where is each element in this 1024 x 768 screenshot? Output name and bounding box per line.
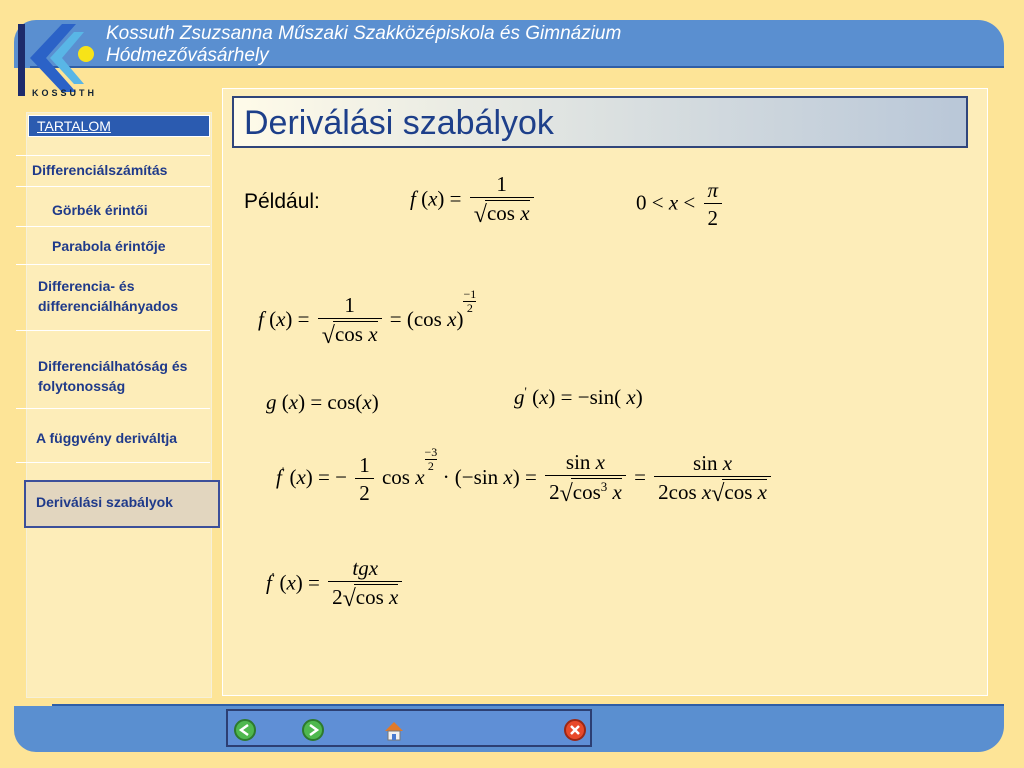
navigation-toolbar [226, 709, 592, 747]
formula-power-form: f (x) = $\frac{1}{\text{√cos x}}$ = (cos x) $\frac{-1}{2}$ [258, 287, 477, 349]
slide-title-box [232, 96, 968, 148]
formula-g-derivative: g' (x) = −sin( x) [514, 384, 643, 409]
sidebar-item-fuggveny-derivaltja[interactable]: A függvény deriváltja [36, 430, 178, 446]
example-label: Például: [244, 190, 320, 213]
sidebar-separator [16, 155, 210, 156]
arrow-left-icon [236, 721, 254, 739]
sidebar-separator [16, 330, 210, 331]
formula-g: g (x) = cos(x) [266, 390, 379, 414]
home-icon [382, 719, 406, 743]
forward-button[interactable] [302, 719, 324, 741]
formula-domain: 0 < x < $\frac{\pi}{2}$ [636, 178, 725, 231]
formula-result: f' (x) = $\frac{\text{tgx}}{\text{2√cos x}}$ [266, 556, 405, 613]
exit-button[interactable] [564, 719, 586, 741]
sidebar-item-differencia-hanyados[interactable]: Differencia- és differenciálhányados [38, 278, 179, 314]
sidebar-item-differencialhatosag[interactable]: Differenciálhatóság és folytonosság [38, 358, 188, 394]
school-city: Hódmezővásárhely [106, 45, 269, 66]
sidebar-item-label: Deriválási szabályok [36, 494, 173, 510]
footer-divider [52, 704, 1004, 706]
sidebar-item-differencialszamitas[interactable]: Differenciálszámítás [32, 162, 168, 178]
sidebar-item-gorbek-erintoi[interactable]: Görbék érintői [52, 202, 148, 218]
sidebar-separator [16, 462, 210, 463]
formula-chain-rule: f' (x) = − $\frac{1}{2}$ cos x $\frac{-3}{2}$ · (−sin x) = $\frac{\text{sin x}}{2√\cos^3 x}$ = $\frac{\text{sin x}}{\text{2cos x√cos x}}$ [276, 446, 774, 508]
home-button[interactable] [382, 719, 404, 741]
slide-title: Deriválási szabályok [244, 104, 554, 142]
sidebar-heading-label: TARTALOM [37, 118, 111, 134]
back-button[interactable] [234, 719, 256, 741]
sidebar-separator [16, 408, 210, 409]
close-icon [566, 721, 584, 739]
sidebar-item-derivalasi-szabalyok[interactable] [24, 480, 220, 528]
school-name: Kossuth Zsuzsanna Műszaki Szakközépiskola és Gimnázium [106, 23, 622, 44]
sidebar-separator [16, 226, 210, 227]
sidebar-separator [16, 264, 210, 265]
formula-definition: f (x) = $\frac{1}{\text{√cos x}}$ [410, 172, 537, 229]
sidebar-item-parabola-erintoje[interactable]: Parabola érintője [52, 238, 166, 254]
arrow-right-icon [304, 721, 322, 739]
sidebar-heading-link[interactable] [28, 115, 210, 137]
logo-text: KOSSUTH [32, 88, 98, 98]
sidebar-separator [16, 186, 210, 187]
